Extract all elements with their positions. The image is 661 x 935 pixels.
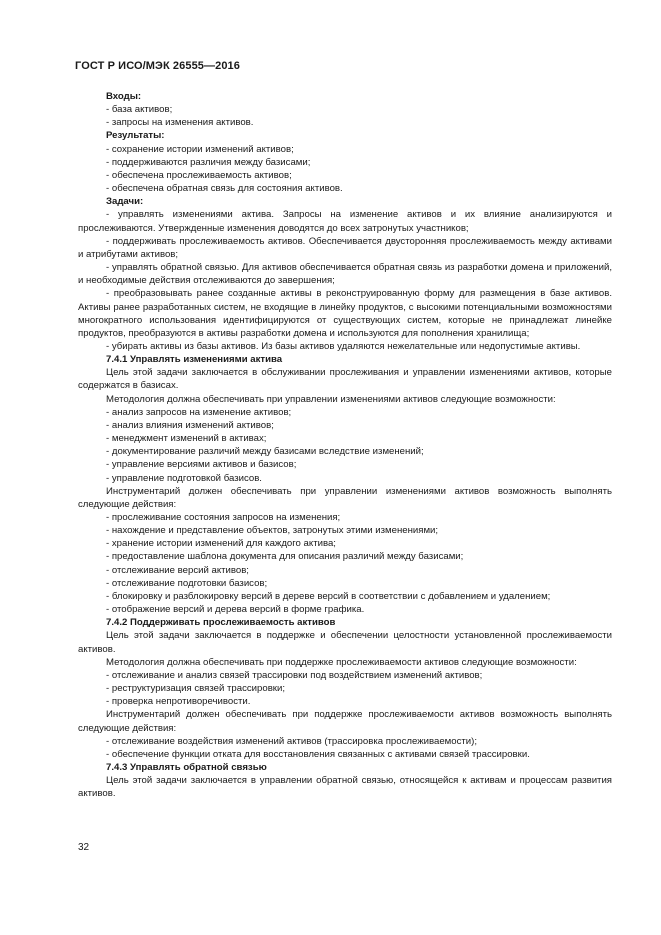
list-item: - хранение истории изменений для каждого актива; [106, 538, 336, 550]
list-item: - отслеживание версий активов; [106, 564, 249, 576]
paragraph: - управлять обратной связью. Для активов обеспечивается обратная связь из разработки домена и приложений, и необходимые действия отслеживаются до завершения; [78, 262, 612, 287]
list-item: - обеспечение функции отката для восстановления связанных с активами связей трассировки. [106, 748, 530, 760]
list-item: - отслеживание и анализ связей трассировки под воздействием изменений активов; [106, 669, 483, 681]
section-label: Задачи: [106, 196, 144, 208]
list-item: - поддерживаются различия между базисами; [106, 156, 311, 168]
list-item: - предоставление шаблона документа для описания различий между базисами; [106, 551, 464, 563]
list-item: - блокировку и разблокировку версий в дереве версий в соответствии с добавлением и удалением; [106, 590, 551, 602]
list-item: - управление версиями активов и базисов; [106, 459, 297, 471]
list-item: - анализ влияния изменений активов; [106, 419, 274, 431]
list-item: - документирование различий между базисами вследствие изменений; [106, 446, 424, 458]
list-item: - отслеживание воздействия изменений активов (трассировка прослеживаемости); [106, 735, 477, 747]
paragraph: - убирать активы из базы активов. Из базы активов удаляются нежелательные или недопустимые активы. [106, 340, 581, 352]
list-item: - управление подготовкой базисов. [106, 472, 262, 484]
list-item: - реструктуризация связей трассировки; [106, 683, 286, 695]
paragraph: Методология должна обеспечивать при поддержке прослеживаемости активов следующие возможности: [106, 656, 577, 668]
document-body [78, 90, 612, 800]
section-heading: 7.4.1 Управлять изменениями актива [106, 354, 283, 366]
document-header: ГОСТ Р ИСО/МЭК 26555—2016 [75, 60, 240, 72]
page-number: 32 [78, 842, 90, 853]
paragraph: Цель этой задачи заключается в обслуживании прослеживания и управлении изменениями активов, которые содержатся в базисах. [78, 367, 612, 392]
list-item: - обеспечена прослеживаемость активов; [106, 169, 292, 181]
section-heading: 7.4.3 Управлять обратной связью [106, 761, 267, 773]
list-item: - отображение версий и дерева версий в форме графика. [106, 604, 365, 616]
list-item: - сохранение истории изменений активов; [106, 143, 294, 155]
paragraph: Цель этой задачи заключается в поддержке и обеспечении целостности установленной прослеживаемости активов. [78, 630, 612, 655]
paragraph: Методология должна обеспечивать при управлении изменениями активов следующие возможности: [106, 393, 556, 405]
list-item: - обеспечена обратная связь для состояния активов. [106, 183, 343, 195]
section-label: Входы: [106, 91, 142, 102]
paragraph: Инструментарий должен обеспечивать при управлении изменениями активов возможность выполнять следующие действия: [78, 485, 612, 510]
section-label: Результаты: [106, 130, 165, 142]
list-item: - анализ запросов на изменение активов; [106, 406, 292, 418]
section-heading: 7.4.2 Поддерживать прослеживаемость активов [106, 617, 336, 629]
paragraph: - поддерживать прослеживаемость активов. Обеспечивается двусторонняя прослеживаемость между активами и атрибутами активов; [78, 235, 612, 260]
paragraph: Инструментарий должен обеспечивать при поддержке прослеживаемости активов возможность выполнять следующие действия: [78, 709, 612, 734]
paragraph: - управлять изменениями актива. Запросы на изменение активов и их влияние анализируются и прослеживаются. Утвержденные изменения доводятся до всех затронутых участников; [78, 209, 612, 234]
paragraph: Цель этой задачи заключается в управлении обратной связью, относящейся к активам и процессам развития активов. [78, 775, 612, 800]
list-item: - проверка непротиворечивости. [106, 696, 251, 708]
paragraph: - преобразовывать ранее созданные активы в реконструированную форму для размещения в базе активов. Активы ранее разработанных систем, не входящие в линейку продуктов, с высокими потенциальными возможностями многократного использования идентифицируются от существующих систем, которые не принадлежат линейке продуктов, преобразуются в активы разработки домена и используются для пополнения хранилища; [78, 288, 612, 339]
list-item: - нахождение и представление объектов, затронутых этими изменениями; [106, 525, 439, 537]
list-item: - менеджмент изменений в активах; [106, 433, 267, 445]
list-item: - запросы на изменения активов. [106, 117, 254, 129]
list-item: - база активов; [106, 104, 173, 116]
list-item: - прослеживание состояния запросов на изменения; [106, 512, 341, 523]
list-item: - отслеживание подготовки базисов; [106, 577, 268, 589]
